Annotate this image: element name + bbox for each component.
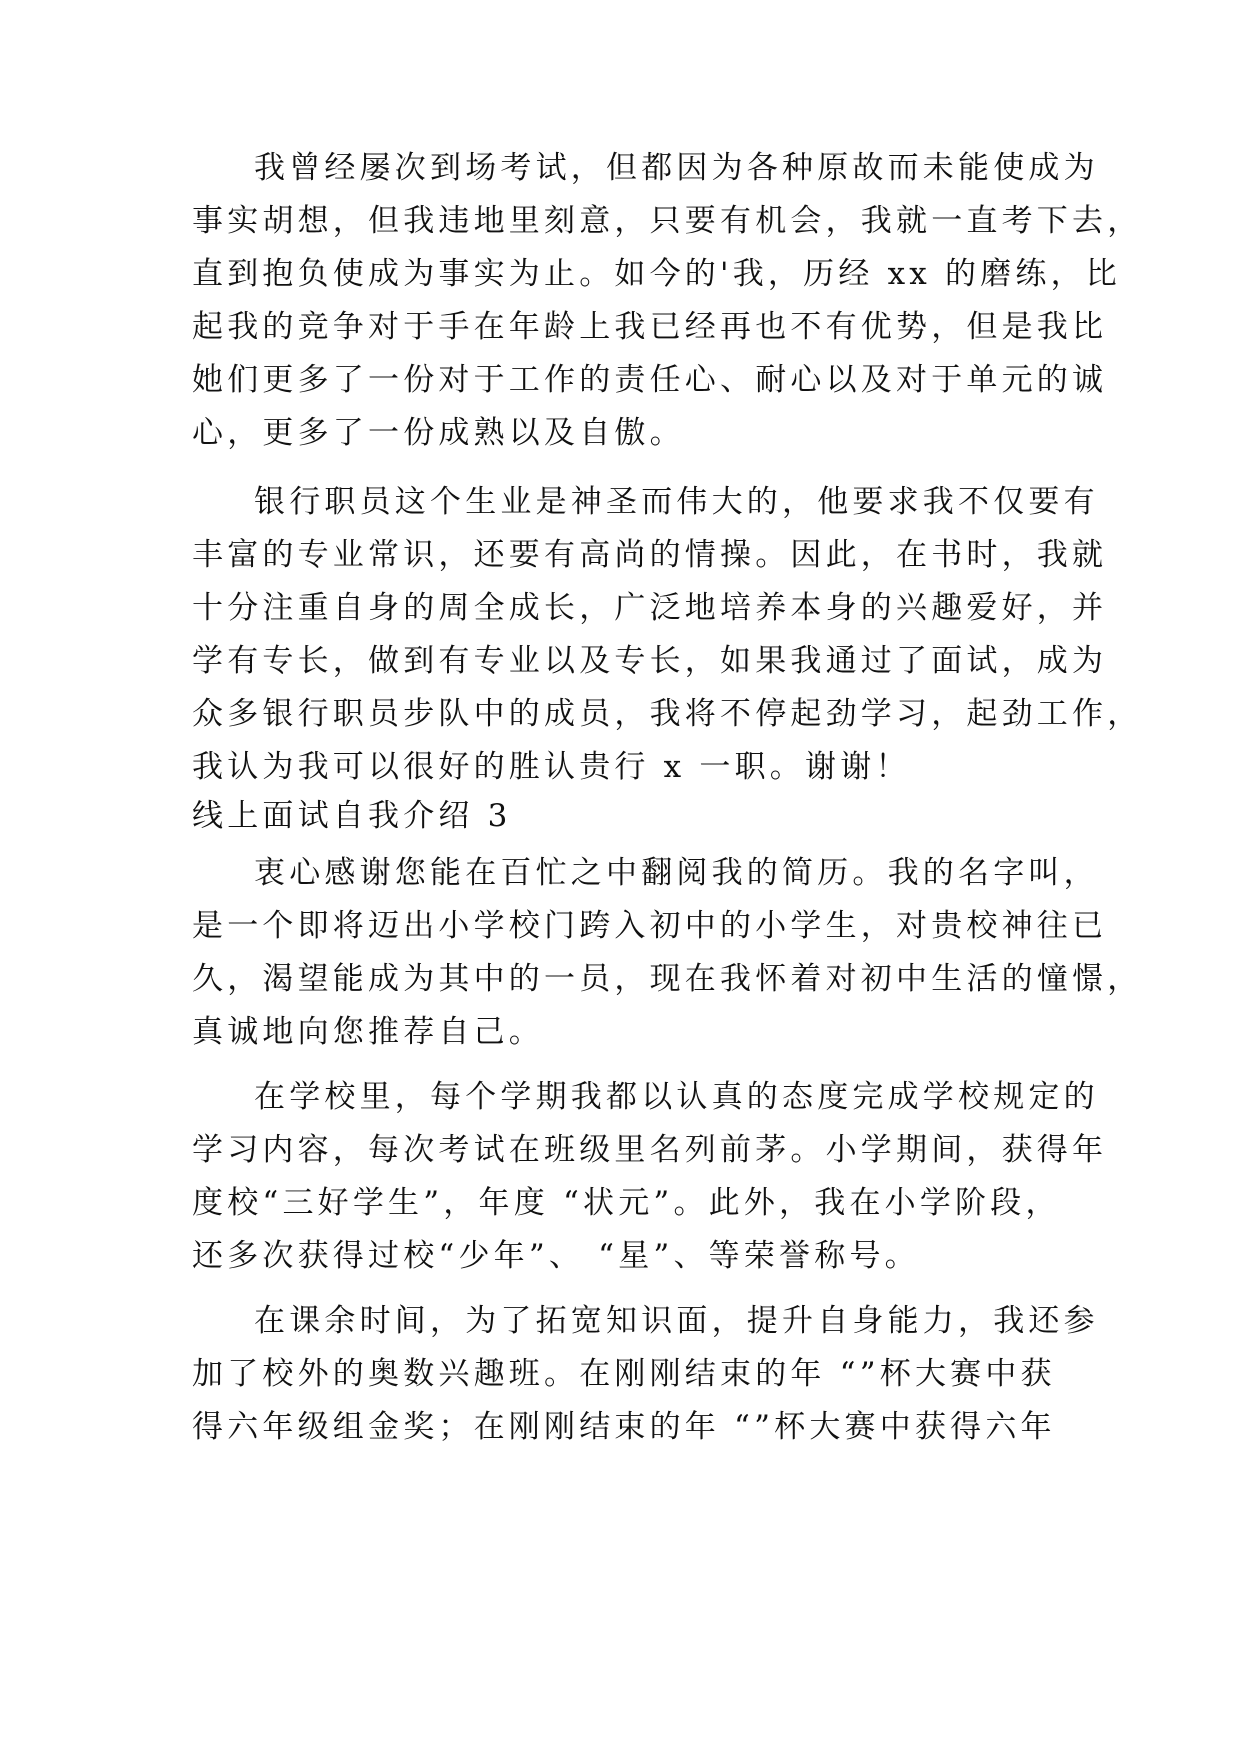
paragraph-line: 在课余时间，为了拓宽知识面，提升自身能力，我还参 xyxy=(254,1303,1099,1339)
paragraph-line: 起我的竞争对于手在年龄上我已经再也不有优势，但是我比 xyxy=(192,309,1108,345)
paragraph-line: 我曾经屡次到场考试，但都因为各种原故而未能使成为 xyxy=(254,150,1099,186)
paragraph-line: 加了校外的奥数兴趣班。在刚刚结束的年 “”杯大赛中获 xyxy=(192,1356,1056,1392)
paragraph-line: 久，渴望能成为其中的一员，现在我怀着对初中生活的憧憬， xyxy=(192,961,1143,997)
section-heading: 线上面试自我介绍 3 xyxy=(192,798,512,834)
paragraph-line: 是一个即将迈出小学校门跨入初中的小学生，对贵校神往已 xyxy=(192,908,1108,944)
paragraph-line: 在学校里，每个学期我都以认真的态度完成学校规定的 xyxy=(254,1079,1099,1115)
paragraph-line: 我认为我可以很好的胜认贵行 x 一职。谢谢！ xyxy=(192,749,911,785)
paragraph-line: 心，更多了一份成熟以及自傲。 xyxy=(192,415,685,451)
paragraph-line: 十分注重自身的周全成长，广泛地培养本身的兴趣爱好，并 xyxy=(192,590,1108,626)
paragraph-line: 还多次获得过校“少年”、 “星”、等荣誉称号。 xyxy=(192,1238,920,1274)
paragraph-line: 丰富的专业常识，还要有高尚的情操。因此，在书时，我就 xyxy=(192,537,1108,573)
paragraph-line: 学习内容，每次考试在班级里名列前茅。小学期间，获得年 xyxy=(192,1132,1108,1168)
paragraph-line: 众多银行职员步队中的成员，我将不停起劲学习，起劲工作， xyxy=(192,696,1143,732)
paragraph-line: 直到抱负使成为事实为止。如今的'我，历经 xx 的磨练，比 xyxy=(192,256,1121,292)
paragraph-line: 衷心感谢您能在百忙之中翻阅我的简历。我的名字叫， xyxy=(254,855,1099,891)
paragraph-line: 银行职员这个生业是神圣而伟大的，他要求我不仅要有 xyxy=(254,484,1099,520)
paragraph-line: 学有专长，做到有专业以及专长，如果我通过了面试，成为 xyxy=(192,643,1108,679)
paragraph-line: 得六年级组金奖；在刚刚结束的年 “”杯大赛中获得六年 xyxy=(192,1409,1056,1445)
paragraph-line: 真诚地向您推荐自己。 xyxy=(192,1014,544,1050)
paragraph-line: 度校“三好学生”，年度 “状元”。此外，我在小学阶段， xyxy=(192,1185,1061,1221)
paragraph-line: 她们更多了一份对于工作的责任心、耐心以及对于单元的诚 xyxy=(192,362,1108,398)
paragraph-line: 事实胡想，但我违地里刻意，只要有机会，我就一直考下去， xyxy=(192,203,1143,239)
